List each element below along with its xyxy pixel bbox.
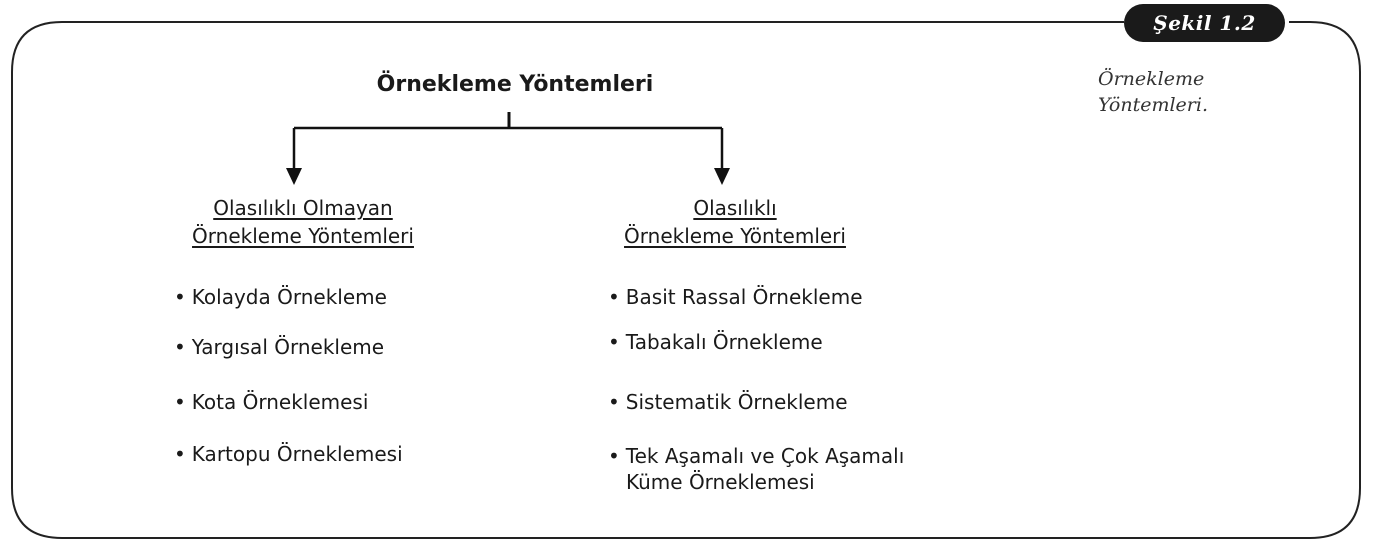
list-item: • Kolayda Örnekleme (174, 285, 387, 309)
right-arrowhead (714, 168, 730, 185)
right-heading-line-2: Örnekleme Yöntemleri (624, 224, 846, 248)
bullet-icon: • (174, 442, 186, 466)
left-branch-heading (158, 194, 448, 250)
bullet-icon: • (608, 330, 620, 354)
figure-caption (1098, 66, 1298, 118)
left-heading-line-1: Olasılıklı Olmayan (213, 196, 393, 220)
caption-line-2: Yöntemleri. (1098, 94, 1208, 116)
caption-line-1: Örnekleme (1098, 68, 1205, 90)
bullet-icon: • (174, 335, 186, 359)
right-branch-heading (590, 194, 880, 250)
list-item: • Tabakalı Örnekleme (608, 330, 823, 354)
bullet-icon: • (608, 390, 620, 414)
list-item: • Yargısal Örnekleme (174, 335, 385, 359)
list-item: • Basit Rassal Örnekleme (608, 285, 863, 309)
bullet-icon: • (608, 444, 620, 468)
right-heading-line-1: Olasılıklı (693, 196, 777, 220)
left-arrowhead (286, 168, 302, 185)
list-item: • Sistematik Örnekleme (608, 390, 848, 414)
bullet-icon: • (174, 390, 186, 414)
bullet-icon: • (608, 285, 620, 309)
figure-label-badge: Şekil 1.2 (1124, 4, 1285, 42)
bullet-icon: • (174, 285, 186, 309)
last-item-line-2: Küme Örneklemesi (626, 470, 815, 494)
list-item (608, 443, 904, 495)
last-item-line-1: Tek Aşamalı ve Çok Aşamalı (625, 444, 905, 468)
root-node-title: Örnekleme Yöntemleri (376, 72, 654, 97)
list-item: • Kota Örneklemesi (174, 390, 369, 414)
left-heading-line-2: Örnekleme Yöntemleri (192, 224, 414, 248)
list-item: • Kartopu Örneklemesi (174, 442, 403, 466)
